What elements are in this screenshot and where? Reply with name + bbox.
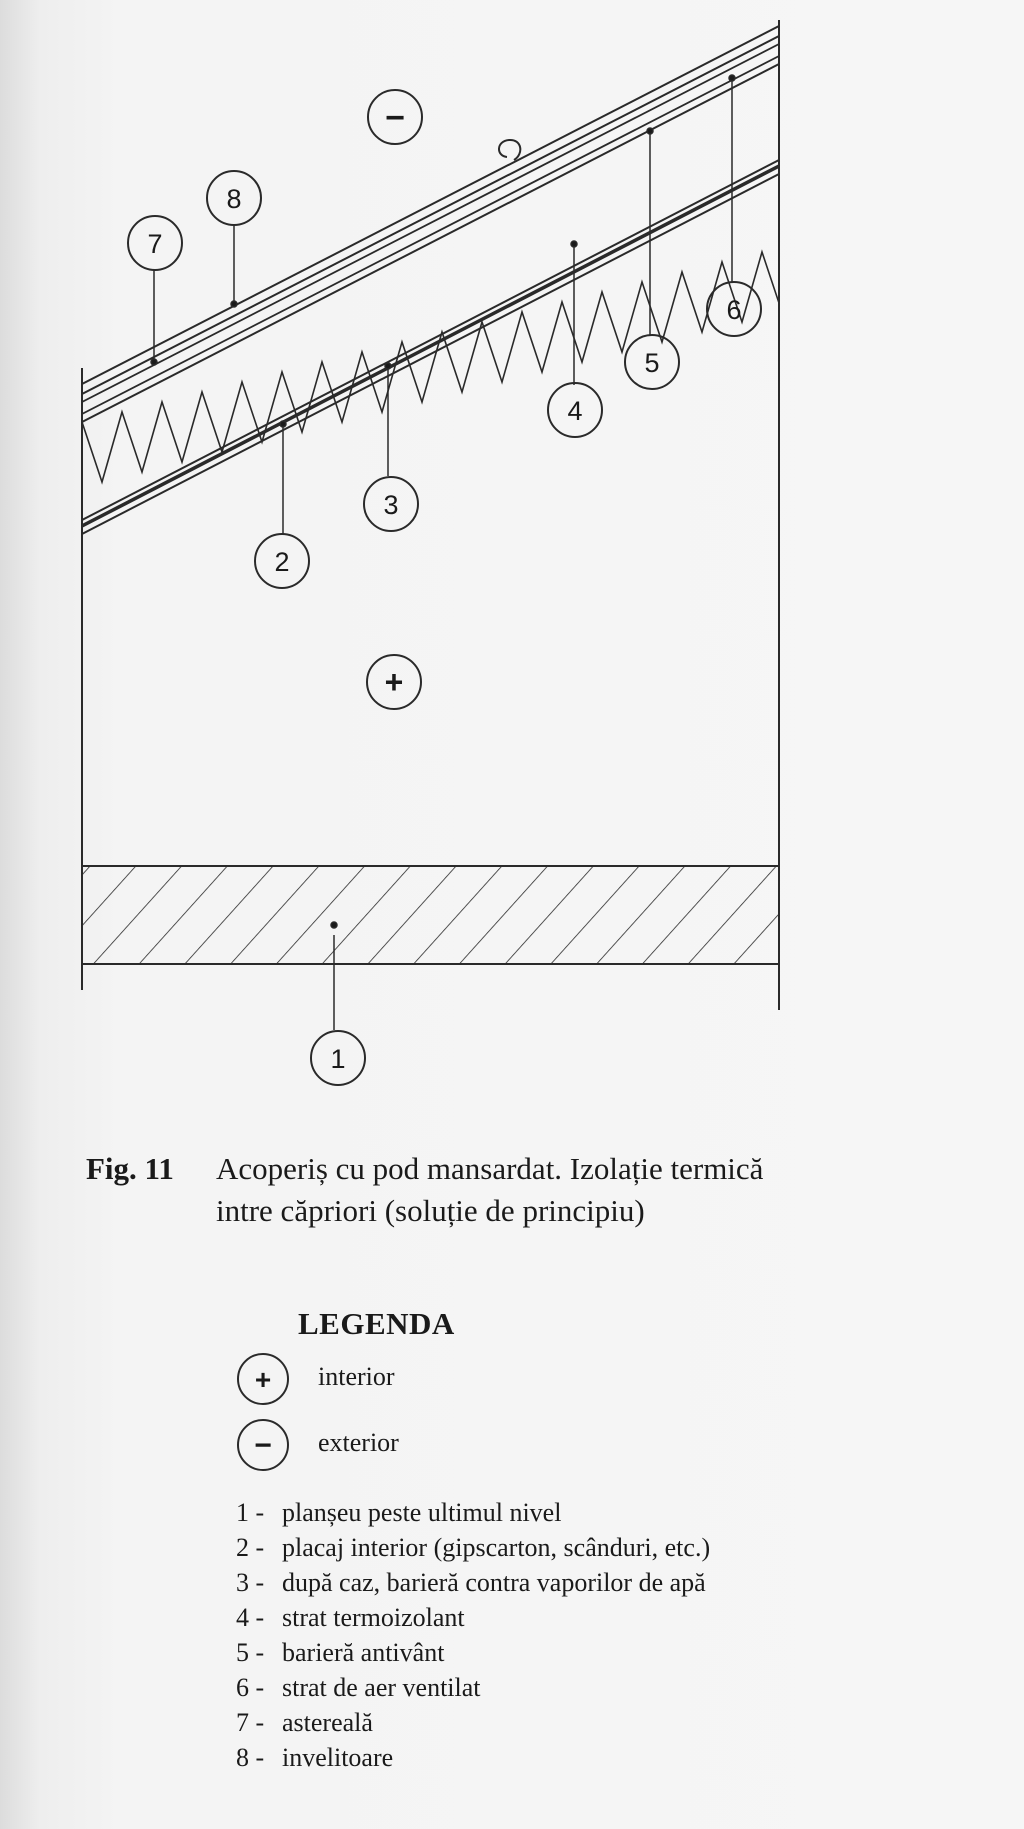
svg-text:−: − [385, 99, 405, 137]
legend-item-number: 1 - [236, 1498, 265, 1527]
interior-sign-diagram [367, 655, 421, 709]
callout-2 [255, 534, 309, 588]
exterior-sign-diagram [368, 90, 422, 144]
interior-lining-line [82, 174, 779, 534]
legend-item-number: 5 - [236, 1638, 265, 1667]
legend-item-text: după caz, barieră contra vaporilor de apă [282, 1568, 706, 1597]
callout-1 [311, 1031, 365, 1085]
callout-8 [207, 171, 261, 225]
legend-item [236, 1670, 710, 1705]
legend-list [236, 1495, 710, 1775]
callout-7 [128, 216, 182, 270]
legend-item-number: 4 - [236, 1603, 265, 1632]
svg-text:+: + [384, 664, 404, 700]
legend-item-text: strat termoizolant [282, 1603, 465, 1632]
floor-slab [82, 866, 779, 964]
legend-item [236, 1565, 710, 1600]
svg-text:6: 6 [726, 295, 742, 325]
svg-text:+: + [254, 1364, 272, 1395]
legend-item-number: 2 - [236, 1533, 265, 1562]
callout-3 [364, 477, 418, 531]
roof-layers [82, 26, 782, 534]
svg-text:7: 7 [147, 229, 163, 259]
figure-title [216, 1148, 936, 1232]
legend-item [236, 1600, 710, 1635]
legend-item [236, 1705, 710, 1740]
svg-text:2: 2 [274, 547, 290, 577]
sheathing-line-bottom [82, 56, 779, 414]
svg-text:1: 1 [330, 1044, 346, 1074]
legend-item-number: 3 - [236, 1568, 265, 1597]
legend-interior-label: interior [318, 1362, 395, 1391]
svg-text:4: 4 [567, 396, 583, 426]
legend-item-number: 8 - [236, 1743, 265, 1772]
legend-item-number: 6 - [236, 1673, 265, 1702]
figure-label: Fig. 11 [86, 1151, 174, 1186]
svg-text:−: − [254, 1429, 272, 1462]
wind-swirl-mark [499, 140, 520, 160]
minus-icon [236, 1418, 290, 1472]
wind-barrier-line [82, 64, 779, 422]
legend-item-text: astereală [282, 1708, 373, 1737]
legend-item-text: strat de aer ventilat [282, 1673, 481, 1702]
legend-item-text: planșeu peste ultimul nivel [282, 1498, 562, 1527]
legend-exterior-label: exterior [318, 1428, 399, 1457]
legend-item-text: placaj interior (gipscarton, scânduri, etc.) [282, 1533, 711, 1562]
figure-title-line-2: intre căpriori (soluție de principiu) [216, 1193, 645, 1228]
callout-4 [548, 383, 602, 437]
plus-icon [236, 1352, 290, 1406]
figure-title-line-1: Acoperiș cu pod mansardat. Izolație termică [216, 1151, 764, 1186]
roof-covering-line-top [82, 26, 779, 384]
legend-item-text: invelitoare [282, 1743, 394, 1772]
callout-5 [625, 335, 679, 389]
svg-text:8: 8 [226, 184, 242, 214]
callout-6 [707, 282, 761, 336]
legend-item [236, 1635, 710, 1670]
legend-item [236, 1530, 710, 1565]
legend-item [236, 1495, 710, 1530]
svg-text:5: 5 [644, 348, 660, 378]
legend-item [236, 1740, 710, 1775]
legend-item-text: barieră antivânt [282, 1638, 445, 1667]
svg-text:3: 3 [383, 490, 399, 520]
legend-title: LEGENDA [298, 1306, 455, 1341]
legend-item-number: 7 - [236, 1708, 265, 1737]
